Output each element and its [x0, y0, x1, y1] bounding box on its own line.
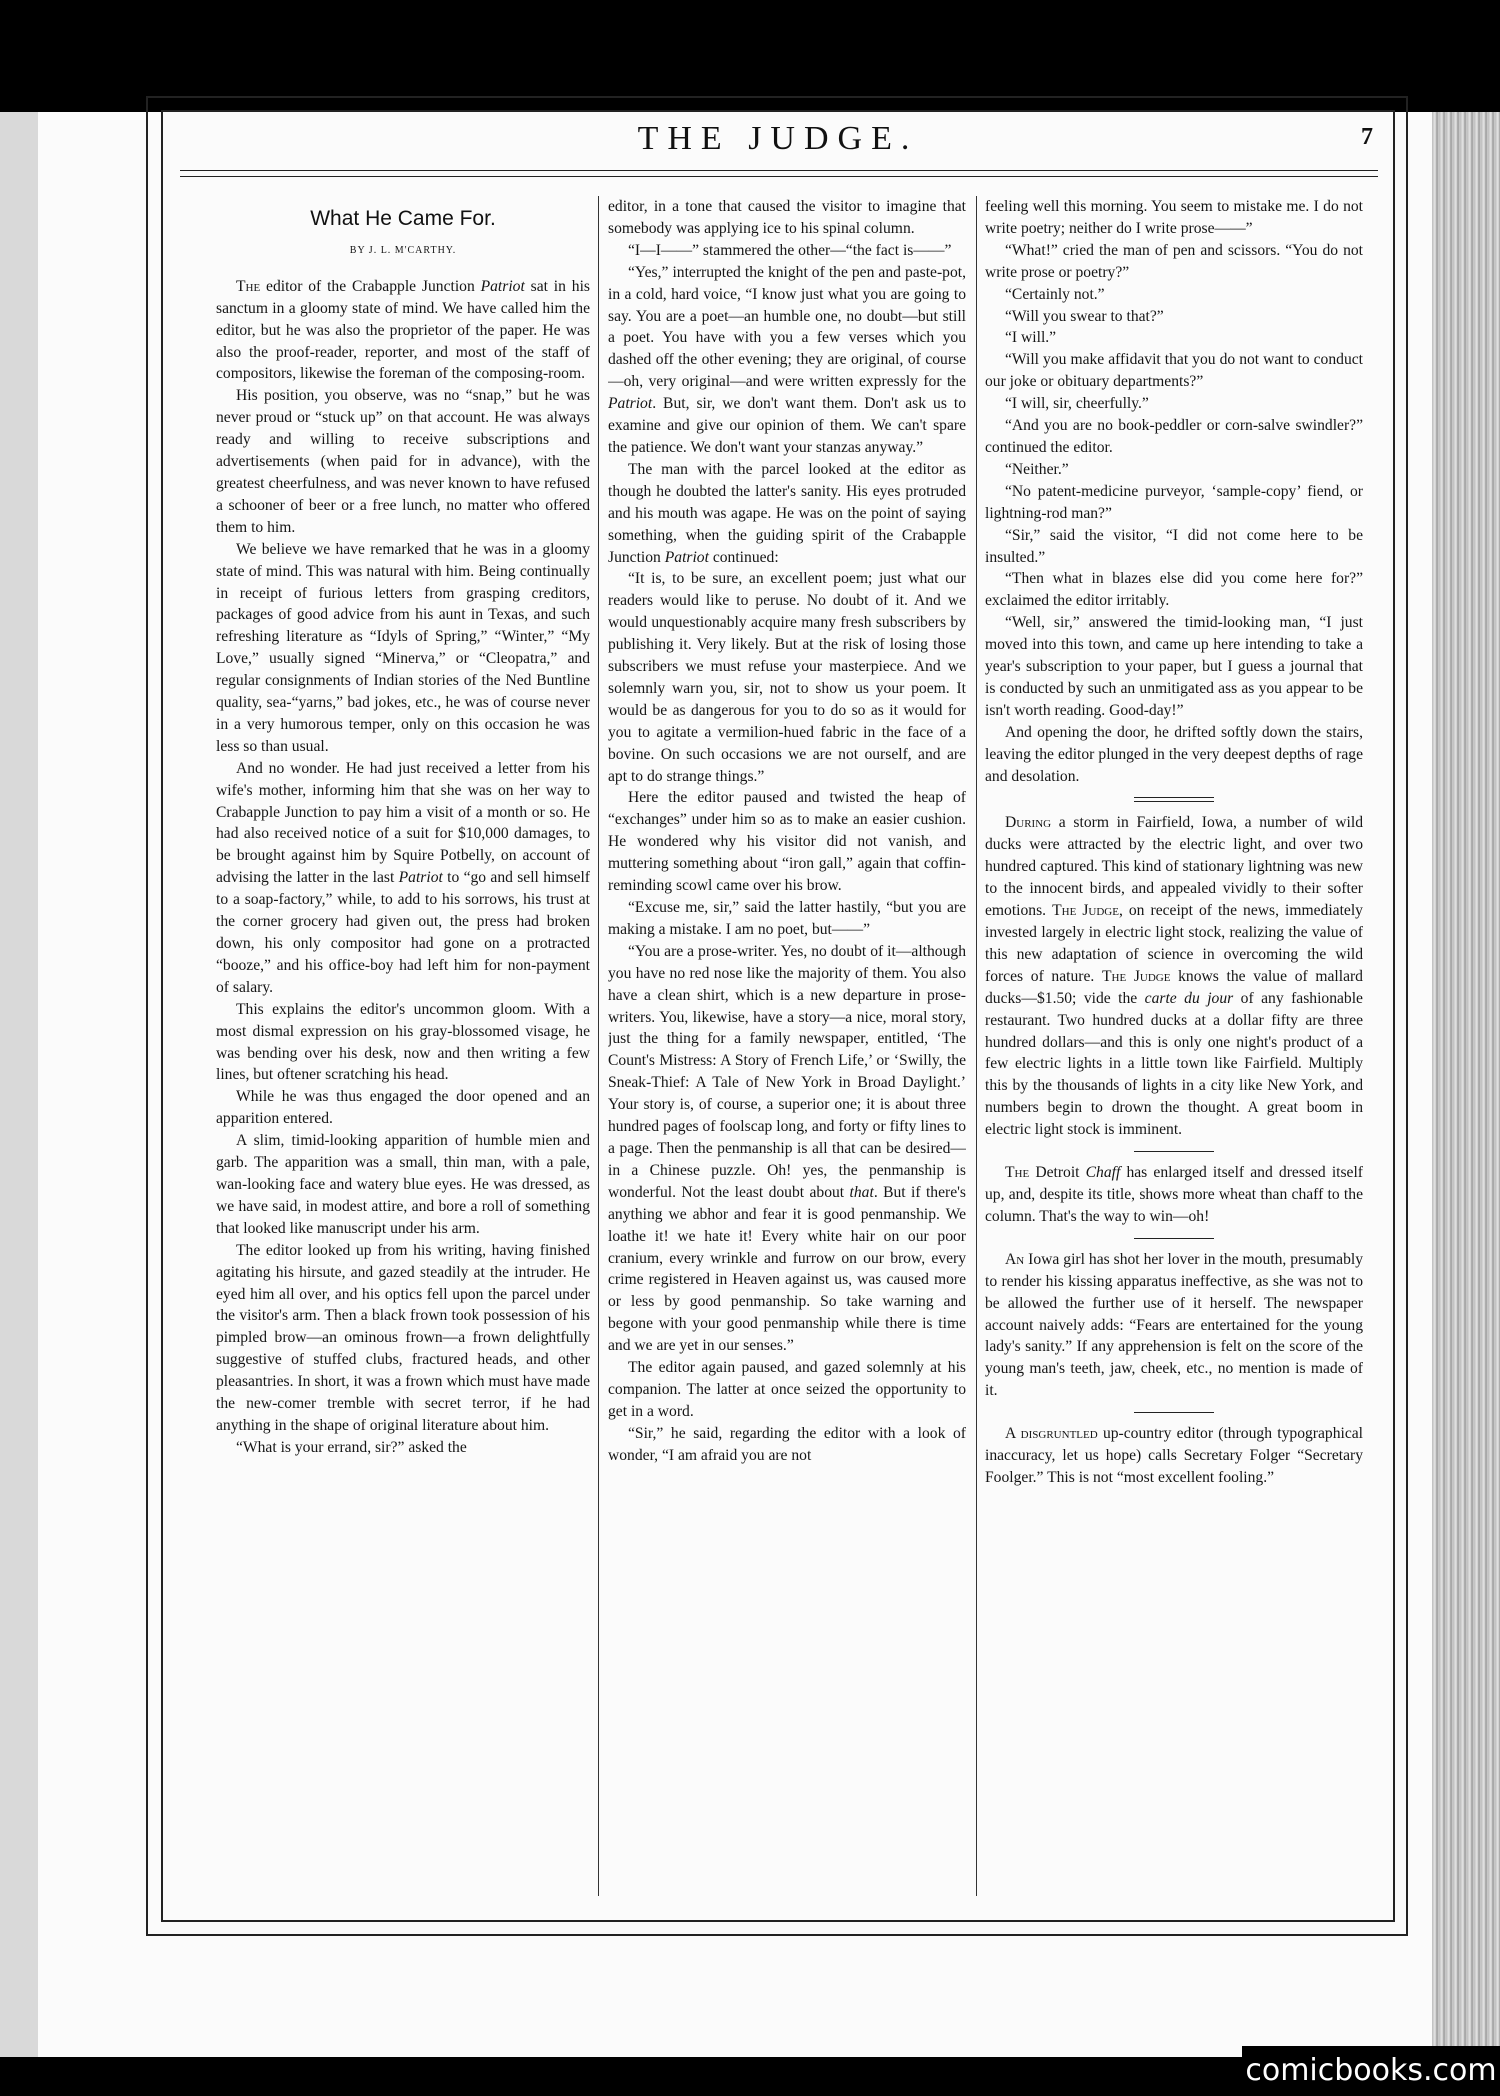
column-1: [216, 196, 590, 1896]
masthead-title: THE JUDGE.: [637, 120, 919, 157]
article-byline: BY J. L. M'CARTHY.: [349, 244, 457, 256]
header-rule-top: [180, 170, 1378, 171]
paragraph: “What is your errand, sir?” asked the: [236, 1438, 467, 1456]
article-body-col3: [985, 196, 1363, 787]
paragraph: “Will you make affidavit that you do not want to conduct our joke or obituary departments?”: [985, 351, 1363, 391]
paragraph: The editor looked up from his writing, having finished agitating his hirsute, and gazed steadily at the intruder. He eyed him all over, and his optics fell upon the parcel under the visitor's arm. Then a black frown took possession of his pimpled brow—an ominous frown—a frown delightfully suggestive of stuffed clubs, fractured heads, and other pleasantries. In short, it was a frown which must have made the new-comer tremble with secret terror, if he had anything in the shape of original literature about him.: [216, 1241, 590, 1434]
article-title: What He Came For.: [310, 207, 496, 230]
section-divider: [1134, 797, 1214, 802]
paragraph: “Neither.”: [1005, 460, 1069, 478]
paragraph: This explains the editor's uncommon gloom. With a most dismal expression on his gray-blossomed visage, he was bending over his desk, now and then writing a few lines, but oftener scratching his head.: [216, 1000, 590, 1084]
masthead: [161, 118, 1395, 168]
paragraph: “Sir,” said the visitor, “I did not come here to be insulted.”: [985, 526, 1363, 566]
paragraph: The editor again paused, and gazed solemnly at his companion. The latter at once seized the opportunity to get in a word.: [608, 1359, 966, 1420]
column-divider-1: [598, 196, 599, 1896]
paragraph: “I will.”: [1005, 329, 1057, 347]
paragraph: “Certainly not.”: [1005, 285, 1105, 303]
paragraph: While he was thus engaged the door opened and an apparition entered.: [216, 1088, 590, 1128]
article-body-col2: [608, 196, 966, 1467]
paragraph: feeling well this morning. You seem to mistake me. I do not write poetry; neither do I write prose——”: [985, 198, 1363, 237]
news-item-1: During a storm in Fairfield, Iowa, a number of wild ducks were attracted by the electric light, and over two hundred captured. This kind of stationary lightning was new to the innocent birds, and appealed vividly to their softer emotions. The Judge, on receipt of the news, immediately invested largely in electric light stock, realizing the value of this new adaptation of science in overcoming the wild forces of nature. The Judge knows the value of mallard ducks—$1.50; vide the carte du jour of any fashionable restaurant. Two hundred ducks at a dollar fifty are three hundred dollars—and this is only one night's product of a few electric lights in a little town like Fairfield. Multiply this by the thousands of lights in a city like New York, and numbers begin to drown the thought. A great boom in electric light stock is imminent.: [985, 814, 1363, 1139]
news-item-2: The Detroit Chaff has enlarged itself and dressed itself up, and, despite its title, shows more wheat than chaff to the column. That's the way to win—oh!: [985, 1164, 1363, 1225]
paragraph: “Yes,” interrupted the knight of the pen and paste-pot, in a cold, hard voice, “I know just what you are going to say. You are a poet—an humble one, no doubt—but still a poet. You have with you a few verses which you dashed off the other evening; they are original, of course—oh, very original—and were written expressly for the Patriot. But, sir, we don't want them. Don't ask us to examine and give our opinion of them. We can't spare the patience. We don't want your stanzas anyway.”: [608, 263, 966, 456]
section-divider: [1134, 1151, 1214, 1152]
watermark-comicbooks: comicbooks.com: [1242, 2046, 1500, 2096]
news-item-4: A disgruntled up-country editor (through typographical inaccuracy, let us hope) calls Secretary Folger “Secretary Foolger.” This is not “most excellent fooling.”: [985, 1425, 1363, 1486]
paragraph: “I—I——” stammered the other—“the fact is——”: [628, 241, 952, 259]
column-3: [985, 196, 1363, 1896]
paragraph: Here the editor paused and twisted the heap of “exchanges” under him so as to make an easier cushion. He wondered why his visitor did not vanish, and muttering something about “iron gall,” again that coffin-reminding scowl came over his brow.: [608, 789, 966, 895]
paragraph: We believe we have remarked that he was in a gloomy state of mind. This was natural with him. Being continually in receipt of furious letters from grasping creditors, packages of good advice from his aunt in Texas, and such refreshing literature as “Idyls of Spring,” “Winter,” “My Love,” usually signed “Minerva,” or “Cleopatra,” and regular consignments of Indian stories of the Ned Buntline quality, sea-“yarns,” bad jokes, etc., he was of course never in a very humorous temper, only on this occasion he was less so than usual.: [216, 540, 590, 755]
left-page-edge: [0, 112, 41, 2057]
paragraph: And opening the door, he drifted softly down the stairs, leaving the editor plunged in the very deepest depths of rage and desolation.: [985, 723, 1363, 785]
paragraph: “You are a prose-writer. Yes, no doubt of it—although you have no red nose like the majority of them. You also have a clean shirt, which is a new departure in prose-writers. You, likewise, have a story—a nice, moral story, just the thing for a family newspaper, entitled, ‘The Count's Mistress: A Story of French Life,’ or ‘Swilly, the Sneak-Thief: A Tale of New York in Broad Daylight.’ Your story is, of course, a superior one; it is about three hundred pages of foolscap long, and forty or fifty lines to a page. Then the penmanship is all that can be desired—in a Chinese puzzle. Oh! yes, the penmanship is wonderful. Not the least doubt about that. But if there's anything we abhor and fear it is good penmanship. We loathe it! we hate it! Every white hair on our poor cranium, every wrinkle and furrow on our brow, every crime registered in Heaven against us, was caused more or less by good penmanship. So take warning and begone with your good penmanship while there is time and we are yet in our senses.”: [608, 942, 966, 1355]
right-page-edges: [1432, 112, 1500, 2057]
header-rule-bottom: [180, 176, 1378, 177]
paragraph: The man with the parcel looked at the editor as though he doubted the latter's sanity. His eyes protruded and his mouth was agape. He was on the point of saying something, when the guiding spirit of the Crabapple Junction Patriot continued:: [608, 460, 966, 566]
paragraph: “I will, sir, cheerfully.”: [1005, 395, 1149, 413]
column-divider-2: [976, 196, 977, 1896]
article-body-col1: [216, 276, 590, 1459]
paragraph: And no wonder. He had just received a letter from his wife's mother, informing him that she was on her way to Crabapple Junction to pay him a visit of a month or so. He had also received notice of a suit for $10,000 damages, to be brought against him by Squire Potbelly, on account of advising the latter in the last Patriot to “go and sell himself to a soap-factory,” while, to add to his sorrows, his trust at the corner grocery had given out, the press had broken down, his only compositor had gone on a protracted “booze,” and his office-boy had left him for non-payment of salary.: [216, 759, 590, 996]
paragraph: A slim, timid-looking apparition of humble mien and garb. The apparition was a small, thin man, with a pale, wan-looking face and watery blue eyes. He was dressed, as we have said, in modest attire, and bore a roll of something that looked like manuscript under his arm.: [216, 1132, 590, 1237]
paragraph: editor, in a tone that caused the visitor to imagine that somebody was applying ice to his spinal column.: [608, 198, 966, 237]
paragraph: “Excuse me, sir,” said the latter hastily, “but you are making a mistake. I am no poet, but——”: [608, 899, 966, 938]
paragraph: “What!” cried the man of pen and scissors. “You do not write prose or poetry?”: [985, 241, 1363, 281]
paragraph: “No patent-medicine purveyor, ‘sample-copy’ fiend, or lightning-rod man?”: [985, 482, 1363, 522]
section-divider: [1134, 1412, 1214, 1413]
paragraph: “Then what in blazes else did you come here for?” exclaimed the editor irritably.: [985, 570, 1363, 610]
page-number: 7: [1361, 124, 1373, 150]
paragraph: “Sir,” he said, regarding the editor with a look of wonder, “I am afraid you are not: [608, 1424, 966, 1464]
section-divider: [1134, 1238, 1214, 1239]
column-2: [608, 196, 966, 1896]
paragraph: “Well, sir,” answered the timid-looking man, “I just moved into this town, and came up here intending to take a year's subscription to your paper, but I guess a journal that is conducted by such an unmitigated ass as you appear to be isn't worth reading. Good-day!”: [985, 614, 1363, 719]
news-item-3: An Iowa girl has shot her lover in the mouth, presumably to render his kissing apparatus ineffective, as she was not to be allowed the further use of it herself. The newspaper account naively adds: “Fears are entertained for the young lady's sanity.” If any apprehension is felt on the score of the young man's teeth, jaw, cheek, etc., no mention is made of it.: [985, 1250, 1363, 1400]
paragraph: His position, you observe, was no “snap,” but he was never proud or “stuck up” on that account. He was always ready and willing to receive subscriptions and advertisements (when paid for in advance), with the greatest cheerfulness, and was never known to have refused a schooner of beer or a free lunch, no matter who offered them to him.: [216, 387, 590, 536]
paragraph: “Will you swear to that?”: [1005, 307, 1164, 325]
paragraph: “It is, to be sure, an excellent poem; just what our readers would like to peruse. No doubt of it. And we would unquestionably acquire many fresh subscribers by publishing it. Very likely. But at the risk of losing those subscribers we must refuse your masterpiece. And we solemnly warn you, sir, not to show us your poem. It would be as dangerous for you to do so as it would for you to agitate a vermilion-hued fabric in the face of a bovine. On such occasions we are not ourself, and are apt to do strange things.”: [608, 570, 966, 785]
paragraph: “And you are no book-peddler or corn-salve swindler?” continued the editor.: [985, 417, 1363, 456]
paragraph: The editor of the Crabapple Junction Patriot sat in his sanctum in a gloomy state of mind. We have called him the editor, but he was also the proprietor of the paper. He was also the proof-reader, reporter, and most of the staff of compositors, likewise the foreman of the composing-room.: [216, 277, 590, 383]
